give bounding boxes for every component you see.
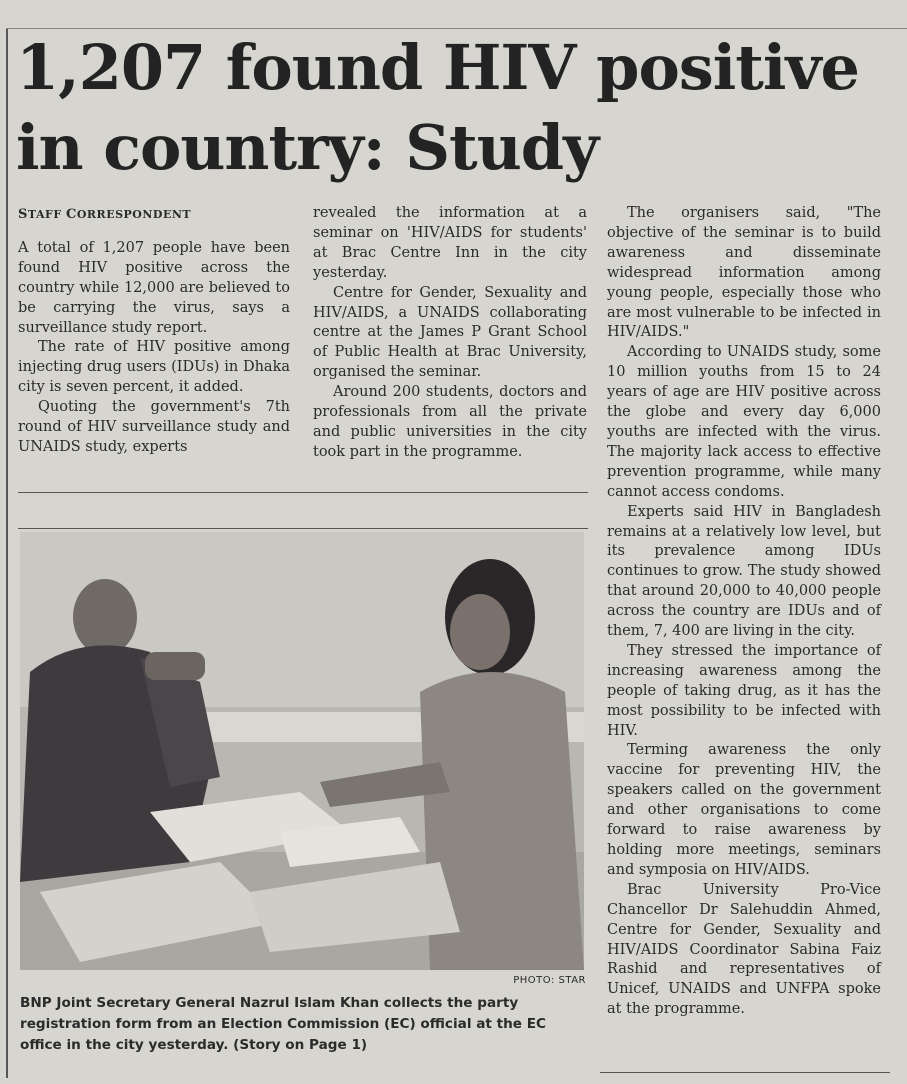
headline: 1,207 found HIV positive in country: Study <box>16 31 859 184</box>
news-photo-illustration <box>20 532 584 970</box>
photo-top-rule <box>18 528 588 529</box>
photo-caption: BNP Joint Secretary General Nazrul Islam Khan collects the party registration form from an Election Commission (EC) official at the EC office in the city yesterday. (Story on Page 1) <box>20 995 547 1053</box>
paragraph: revealed the information at a seminar on 'HIV/AIDS for students' at Brac Centre Inn in the city yesterday. <box>313 205 587 281</box>
news-photo <box>20 532 584 970</box>
paragraph: The organisers said, "The objective of the seminar is to build awareness and disseminate widespread information among young people, especially those who are most vulnerable to be infected in HIV/AIDS." <box>607 205 881 341</box>
paragraph: The rate of HIV positive among injecting drug users (IDUs) in Dhaka city is seven percent, it added. <box>18 339 290 396</box>
article-divider-rule <box>18 492 588 493</box>
paragraph: Around 200 students, doctors and professionals from all the private and public universities in the city took part in the programme. <box>313 384 587 460</box>
left-border-rule <box>6 28 8 1078</box>
photo-credit: PHOTO: STAR <box>513 975 586 986</box>
paragraph: Centre for Gender, Sexuality and HIV/AIDS, a UNAIDS collaborating centre at the James P Grant School of Public Health at Brac University, organised the seminar. <box>313 284 587 381</box>
paragraph: According to UNAIDS study, some 10 million youths from 15 to 24 years of age are HIV positive across the globe and every day 6,000 youths are infected with the virus. The majority lack access to effective prevention programme, while many cannot access condoms. <box>607 344 881 500</box>
article-column-3 <box>607 204 881 1020</box>
paragraph: Terming awareness the only vaccine for preventing HIV, the speakers called on the government and other organisations to come forward to raise awareness by holding more meetings, seminars and symposia on HIV/AIDS. <box>607 742 881 878</box>
paragraph: A total of 1,207 people have been found HIV positive across the country while 12,000 are believed to be carrying the virus, says a surveillance study report. <box>18 239 290 336</box>
paragraph: They stressed the importance of increasing awareness among the people of taking drug, as it has the most possibility to be infected with HIV. <box>607 642 881 739</box>
bottom-rule <box>600 1072 890 1073</box>
article-column-1 <box>18 205 290 458</box>
byline: STAFF CORRESPONDENT <box>18 207 192 222</box>
paragraph: Quoting the government's 7th round of HIV surveillance study and UNAIDS study, experts <box>18 399 290 455</box>
paragraph: Experts said HIV in Bangladesh remains at a relatively low level, but its prevalence among IDUs continues to grow. The study showed that around 20,000 to 40,000 people across the country are IDUs and of them, 7, 400 are living in the city. <box>607 503 881 640</box>
paragraph: Brac University Pro-Vice Chancellor Dr Salehuddin Ahmed, Centre for Gender, Sexuality and HIV/AIDS Coordinator Sabina Faiz Rashid and representatives of Unicef, UNAIDS and UNFPA spoke at the programme. <box>607 881 881 1018</box>
article-column-2 <box>313 204 587 463</box>
